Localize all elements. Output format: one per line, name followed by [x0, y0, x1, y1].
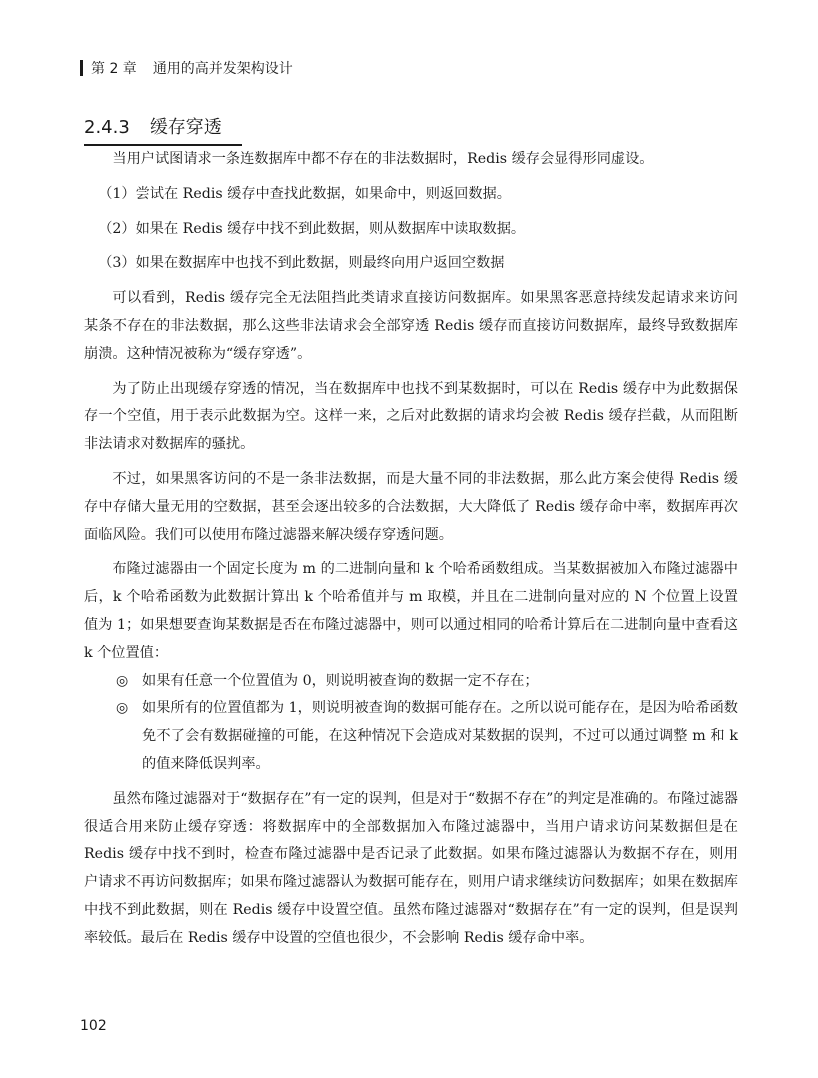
list-item: [84, 695, 738, 778]
body-text: [84, 146, 738, 960]
header-rule: [80, 60, 83, 76]
list-item: [84, 668, 738, 696]
section-heading: [84, 113, 242, 146]
paragraph-bloom-filter: 布隆过滤器由一个固定长度为 m 的二进制向量和 k 个哈希函数组成。当某数据被加入布隆过滤器中后，k 个哈希函数为此数据计算出 k 个哈希值并与 m 取模，并且在二进制向量对应的 N 个位置上设置值为 1；如果想要查询某数据是否在布隆过滤器中，则可以通过相同的哈希计算后在二进制向量中查看这 k 个位置值：: [84, 561, 738, 661]
chapter-label: 第 2 章: [91, 61, 137, 77]
section-title: 缓存穿透: [149, 117, 222, 138]
page-number: 102: [80, 1018, 107, 1034]
paragraph-null-value: 为了防止出现缓存穿透的情况，当在数据库中也找不到某数据时，可以在 Redis 缓存中为此数据保存一个空值，用于表示此数据为空。这样一来，之后对此数据的请求均会被 Redis 缓存拦截，从而阻断非法请求对数据库的骚扰。: [84, 380, 738, 453]
step-3: （3）如果在数据库中也找不到此数据，则最终向用户返回空数据: [98, 255, 505, 272]
running-header: [80, 58, 293, 78]
paragraph-risk: 不过，如果黑客访问的不是一条非法数据，而是大量不同的非法数据，那么此方案会使得 Redis 缓存中存储大量无用的空数据，甚至会逐出较多的合法数据，大大降低了 Redis 缓存命中率，数据库再次面临风险。我们可以使用布隆过滤器来解决缓存穿透问题。: [84, 470, 738, 543]
bullet-icon: ◎: [116, 672, 129, 689]
bullet-text: 如果所有的位置值都为 1，则说明被查询的数据可能存在。之所以说可能存在，是因为哈希函数免不了会有数据碰撞的可能，在这种情况下会造成对某数据的误判，不过可以通过调整 m 和 k 的值来降低误判率。: [142, 700, 738, 772]
paragraph-intro: 当用户试图请求一条连数据库中都不存在的非法数据时，Redis 缓存会显得形同虚设。: [112, 151, 654, 167]
paragraph-conclusion: 虽然布隆过滤器对于“数据存在”有一定的误判，但是对于“数据不存在”的判定是准确的。布隆过滤器很适合用来防止缓存穿透：将数据库中的全部数据加入布隆过滤器中，当用户请求访问某数据但是在 Redis 缓存中找不到时，检查布隆过滤器中是否记录了此数据。如果布隆过滤器认为数据不存在，则用户请求不再访问数据库；如果布隆过滤器认为数据可能存在，则用户请求继续访问数据库；如果在数据库中找不到此数据，则在 Redis 缓存中设置空值。虽然布隆过滤器对“数据存在”有一定的误判，但是误判率较低。最后在 Redis 缓存中设置的空值也很少，不会影响 Redis 缓存命中率。: [84, 790, 738, 946]
bullet-icon: ◎: [116, 700, 129, 717]
paragraph-cache-bypass: 可以看到，Redis 缓存完全无法阻挡此类请求直接访问数据库。如果黑客恶意持续发起请求来访问某条不存在的非法数据，那么这些非法请求会全部穿透 Redis 缓存而直接访问数据库，最终导致数据库崩溃。这种情况被称为“缓存穿透”。: [84, 290, 738, 362]
bullet-list: [84, 668, 738, 779]
bullet-text: 如果有任意一个位置值为 0，则说明被查询的数据一定不存在；: [142, 672, 539, 689]
step-2: （2）如果在 Redis 缓存中找不到此数据，则从数据库中读取数据。: [98, 220, 526, 237]
chapter-title: 通用的高并发架构设计: [152, 61, 293, 77]
section-number: 2.4.3: [84, 117, 130, 138]
step-1: （1）尝试在 Redis 缓存中查找此数据，如果命中，则返回数据。: [98, 185, 511, 202]
